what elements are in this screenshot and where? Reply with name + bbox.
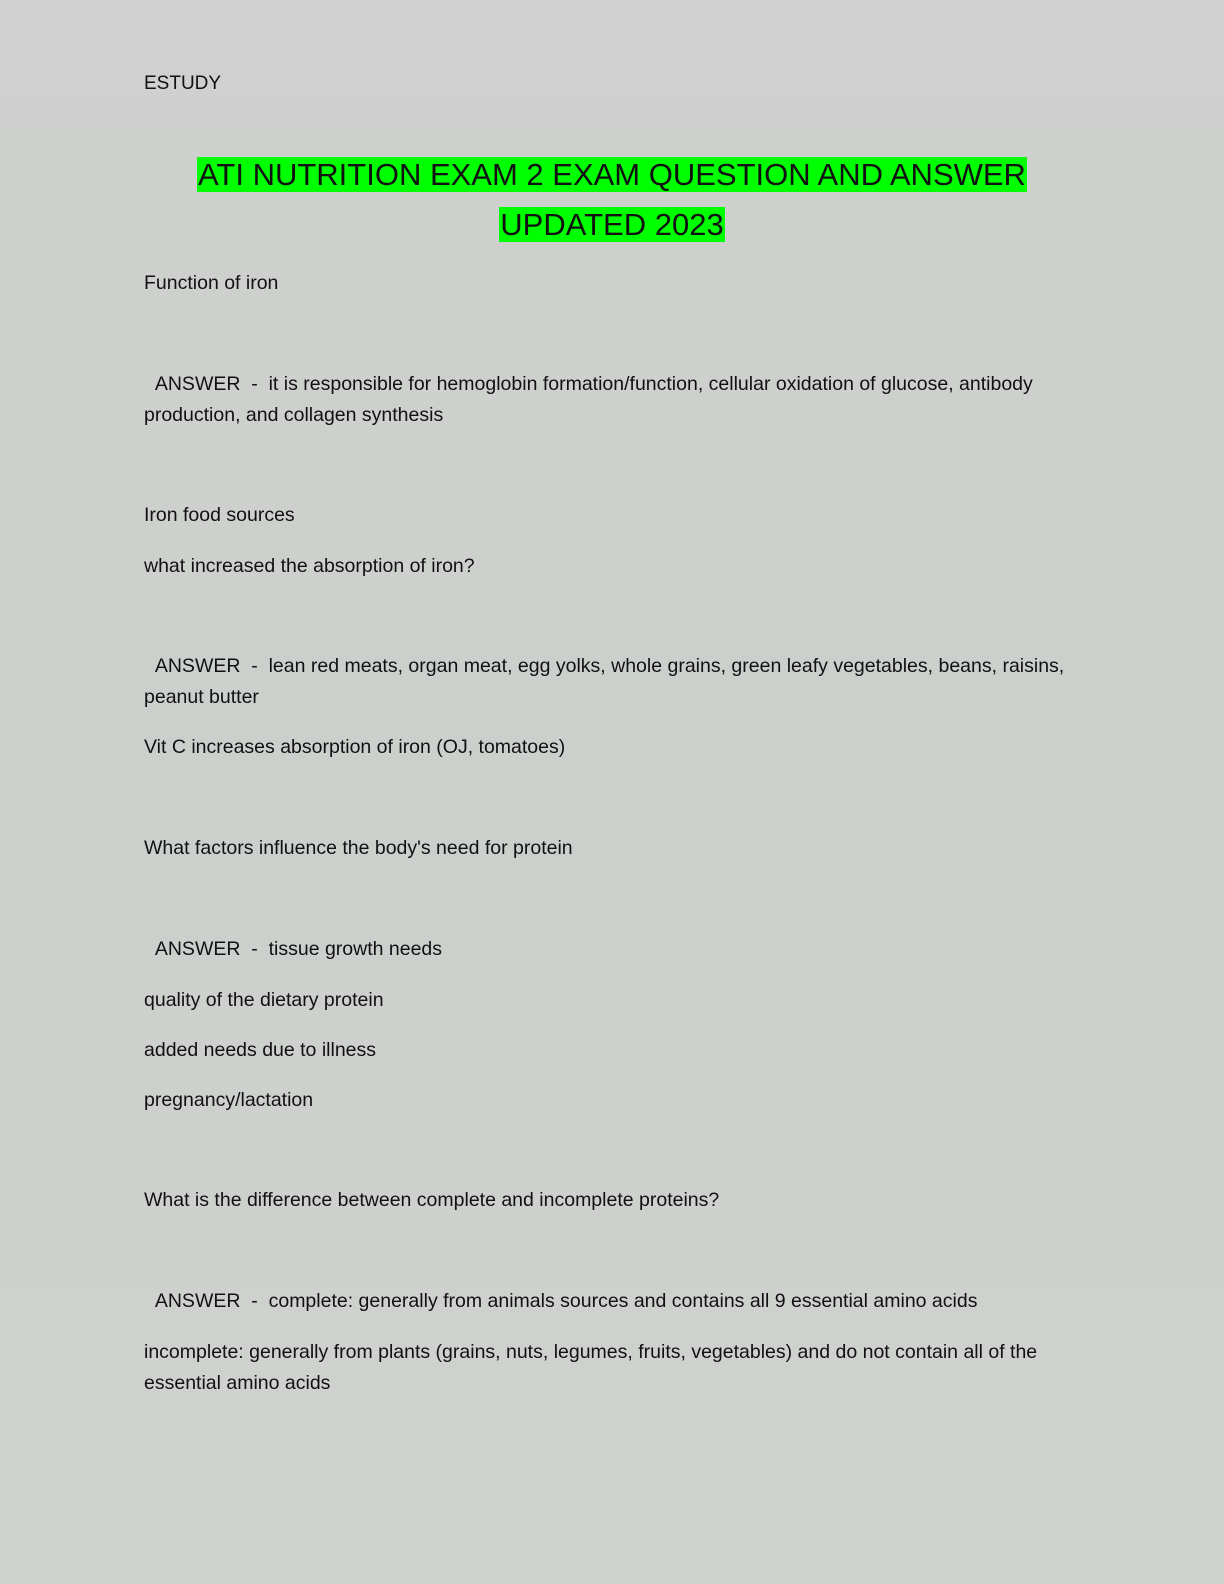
question-iron-absorption: what increased the absorption of iron? [144, 555, 475, 577]
answer-iron-function: ANSWER - it is responsible for hemoglobin formation/function, cellular oxidation of glucose, antibody production, and collagen synthesis [144, 373, 1039, 426]
answer-iron-food-sources: ANSWER - lean red meats, organ meat, egg yolks, whole grains, green leafy vegetables, beans, raisins, peanut butter [144, 655, 1070, 708]
title-line-2: UPDATED 2023 [500, 207, 724, 242]
answer-protein-factors-4: pregnancy/lactation [144, 1089, 314, 1111]
answer-complete-proteins: ANSWER - complete: generally from animals sources and contains all 9 essential amino acids [144, 1290, 978, 1312]
title-line-1: ATI NUTRITION EXAM 2 EXAM QUESTION AND ANSWER [198, 157, 1026, 192]
question-complete-incomplete-proteins: What is the difference between complete and incomplete proteins? [144, 1189, 720, 1211]
question-protein-factors: What factors influence the body's need for protein [144, 837, 573, 859]
answer-protein-factors-1: ANSWER - tissue growth needs [144, 938, 443, 960]
answer-iron-absorption: Vit C increases absorption of iron (OJ, tomatoes) [144, 736, 566, 758]
answer-protein-factors-2: quality of the dietary protein [144, 989, 384, 1011]
question-iron-food-sources: Iron food sources [144, 504, 295, 526]
question-iron-function: Function of iron [144, 272, 279, 294]
document-title [144, 150, 1080, 250]
answer-incomplete-proteins: incomplete: generally from plants (grains, nuts, legumes, fruits, vegetables) and do not contain all of the essential amino acids [144, 1341, 1043, 1394]
answer-protein-factors-3: added needs due to illness [144, 1039, 377, 1061]
document-header: ESTUDY [144, 73, 222, 94]
